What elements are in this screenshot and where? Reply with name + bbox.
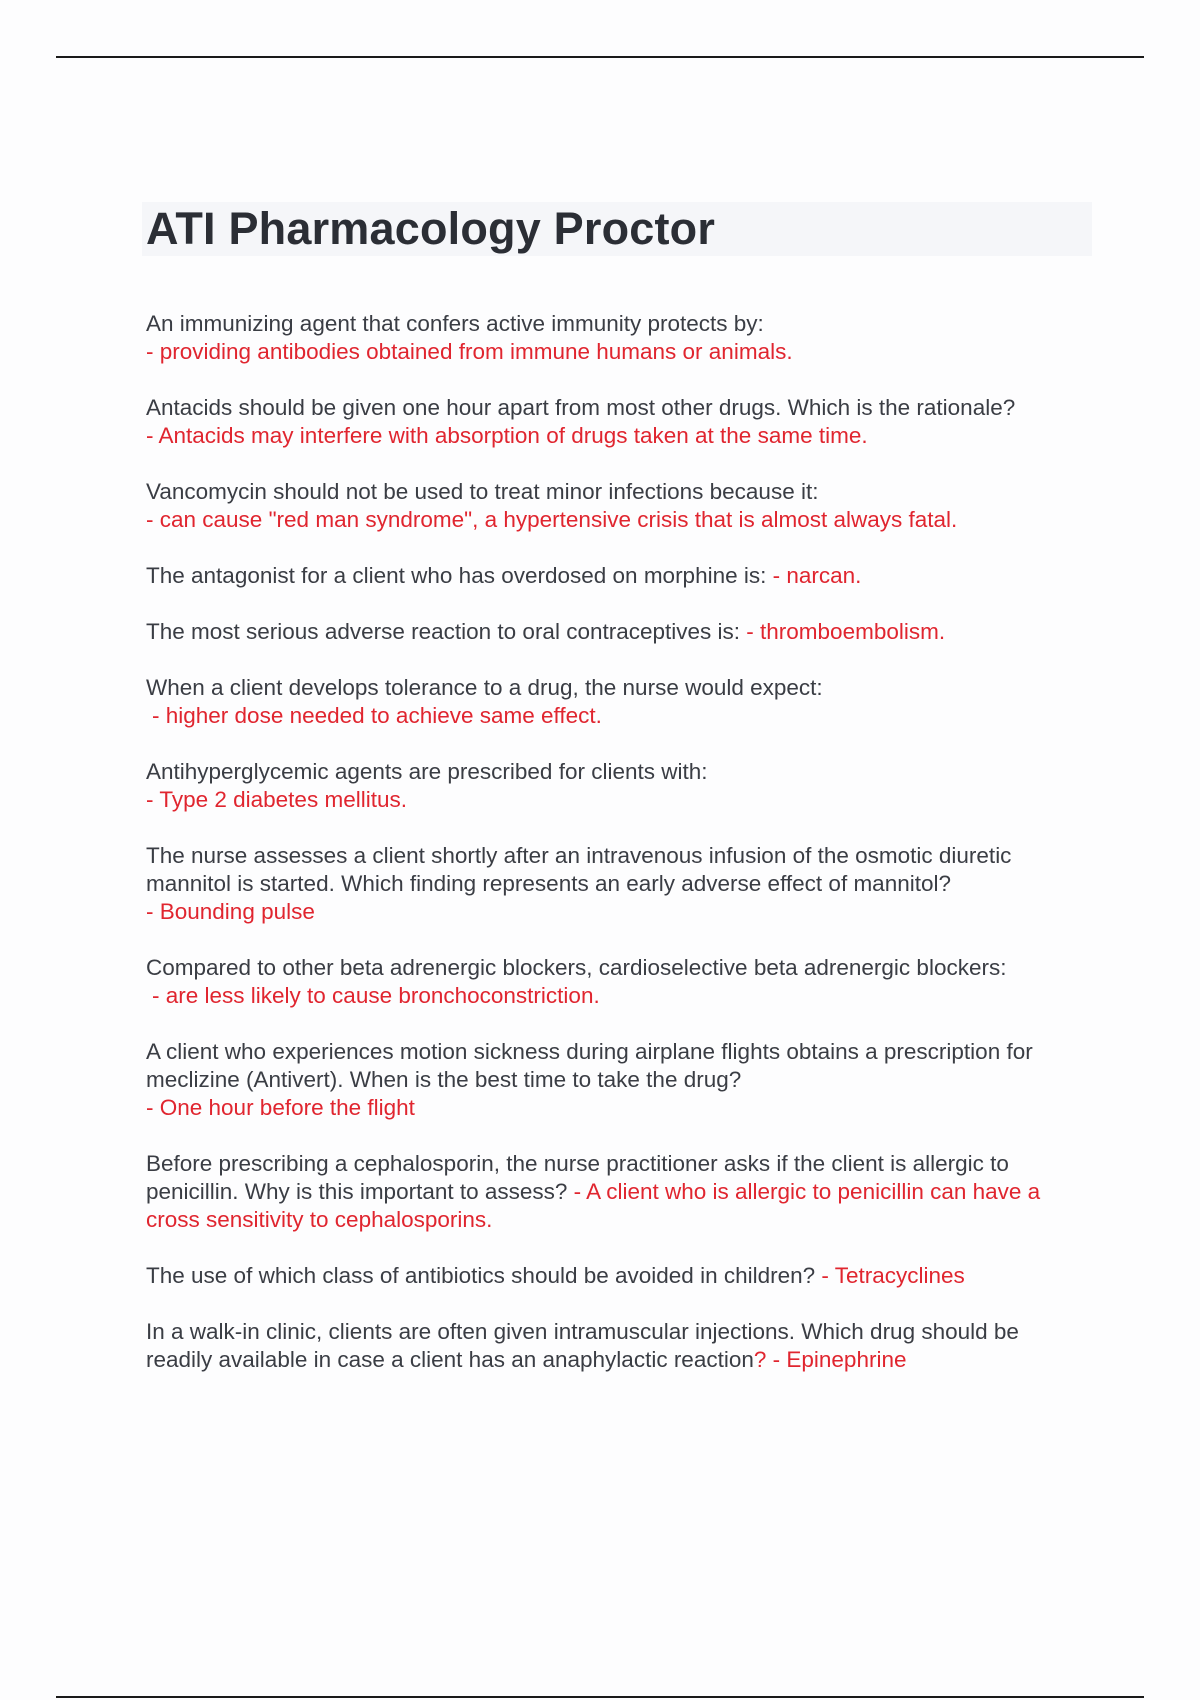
answer-text: - One hour before the flight xyxy=(146,1095,415,1120)
question-text: An immunizing agent that confers active immunity protects by: xyxy=(146,311,764,336)
question-text: Before prescribing a cephalosporin, the nurse practitioner asks if the client is allergic to penicillin. Why is this important to assess? xyxy=(146,1151,1009,1204)
question-text: The antagonist for a client who has overdosed on morphine is: xyxy=(146,563,773,588)
qa-item xyxy=(146,562,1086,590)
qa-item xyxy=(146,758,1086,814)
answer-text: - can cause "red man syndrome", a hypertensive crisis that is almost always fatal. xyxy=(146,507,958,532)
answer-text: - higher dose needed to achieve same effect. xyxy=(152,703,602,728)
answer-text: - Bounding pulse xyxy=(146,899,315,924)
answer-text: - Antacids may interfere with absorption of drugs taken at the same time. xyxy=(146,423,868,448)
document-title: ATI Pharmacology Proctor xyxy=(146,203,716,254)
qa-item xyxy=(146,842,1086,926)
qa-item xyxy=(146,310,1086,366)
answer-text: ? - Epinephrine xyxy=(753,1347,907,1372)
qa-item xyxy=(146,1038,1086,1122)
question-text: The use of which class of antibiotics should be avoided in children? xyxy=(146,1263,822,1288)
answer-text: - Tetracyclines xyxy=(821,1263,965,1288)
answer-text: - are less likely to cause bronchoconstriction. xyxy=(152,983,600,1008)
qa-item xyxy=(146,618,1086,646)
qa-list xyxy=(146,310,1086,1402)
question-text: Antihyperglycemic agents are prescribed for clients with: xyxy=(146,759,708,784)
question-text: When a client develops tolerance to a drug, the nurse would expect: xyxy=(146,675,823,700)
answer-text: - providing antibodies obtained from immune humans or animals. xyxy=(146,339,793,364)
question-text: In a walk-in clinic, clients are often given intramuscular injections. Which drug should be readily available in case a client has an anaphylactic reaction xyxy=(146,1319,1019,1372)
question-text: Compared to other beta adrenergic blockers, cardioselective beta adrenergic blockers: xyxy=(146,955,1007,980)
qa-item xyxy=(146,1150,1086,1234)
answer-text: - Type 2 diabetes mellitus. xyxy=(146,787,407,812)
answer-text: - narcan. xyxy=(772,563,862,588)
question-text: The most serious adverse reaction to oral contraceptives is: xyxy=(146,619,747,644)
qa-item xyxy=(146,674,1086,730)
top-rule xyxy=(56,56,1144,58)
question-text: The nurse assesses a client shortly after an intravenous infusion of the osmotic diuretic mannitol is started. Which finding represents an early adverse effect of mannitol? xyxy=(146,843,1012,896)
answer-text: - thromboembolism. xyxy=(746,619,946,644)
answer-text: - A client who is allergic to penicillin can have a cross sensitivity to cephalosporins. xyxy=(146,1179,1041,1232)
qa-item xyxy=(146,954,1086,1010)
qa-item xyxy=(146,394,1086,450)
bottom-rule xyxy=(56,1696,1144,1698)
question-text: A client who experiences motion sickness during airplane flights obtains a prescription for meclizine (Antivert). When is the best time to take the drug? xyxy=(146,1039,1033,1092)
qa-item xyxy=(146,1318,1086,1374)
qa-item xyxy=(146,1262,1086,1290)
question-text: Vancomycin should not be used to treat minor infections because it: xyxy=(146,479,819,504)
qa-item xyxy=(146,478,1086,534)
question-text: Antacids should be given one hour apart from most other drugs. Which is the rationale? xyxy=(146,395,1016,420)
